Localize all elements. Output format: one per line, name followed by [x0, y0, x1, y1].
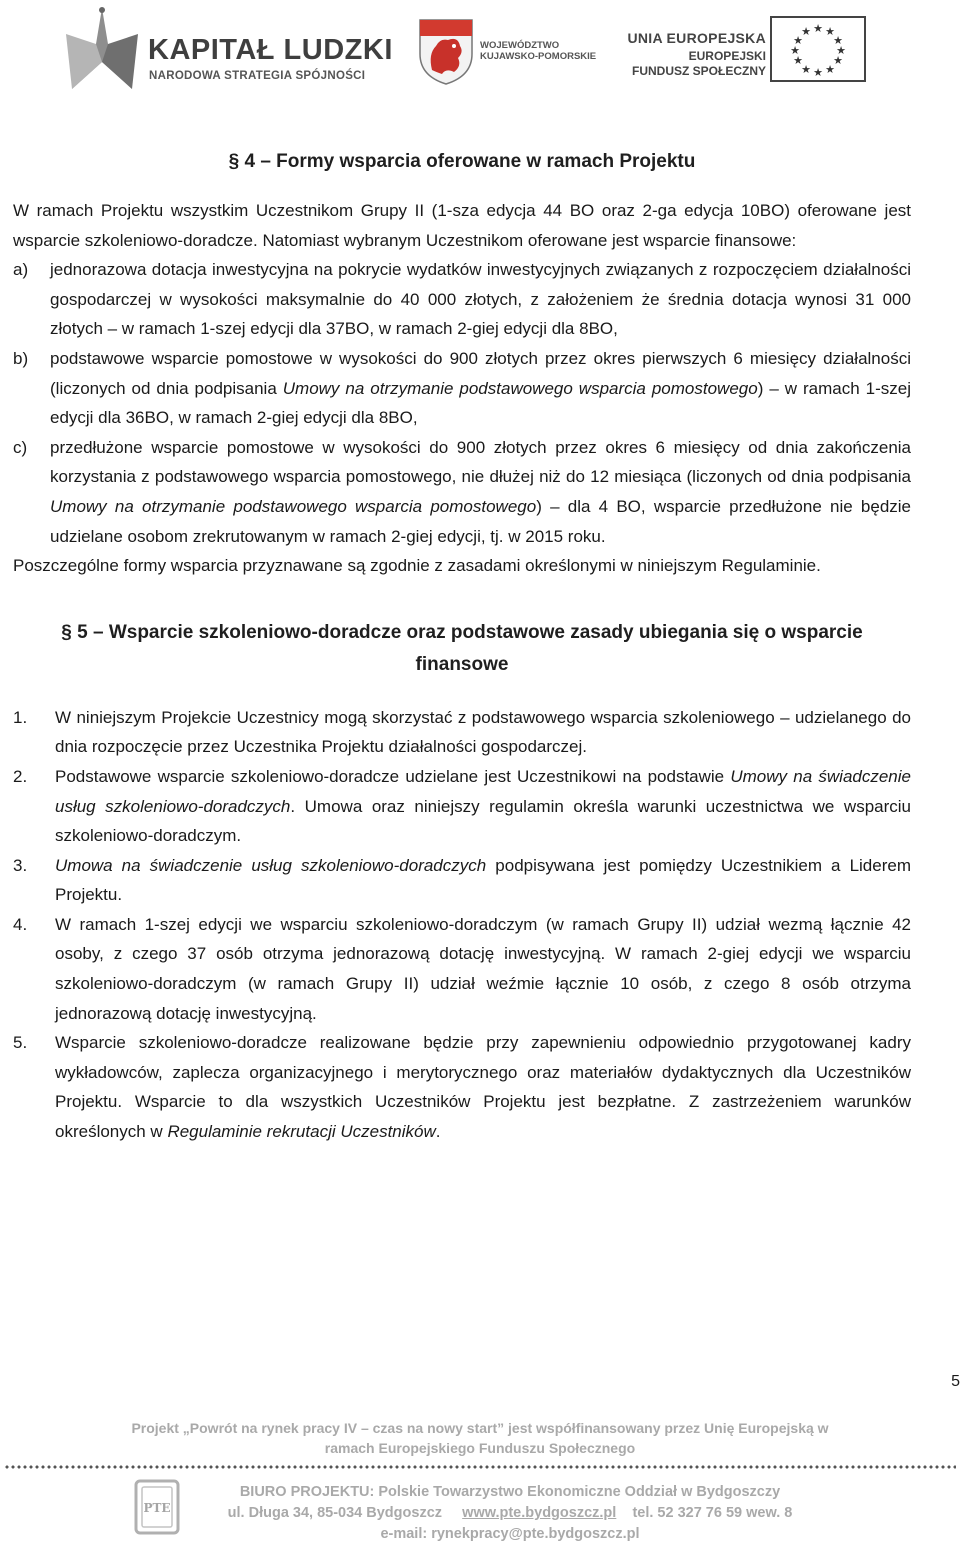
footer-website-link[interactable]: www.pte.bydgoszcz.pl [462, 1505, 617, 1521]
footer-office: BIURO PROJEKTU: Polskie Towarzystwo Ekonomiczne Oddział w Bydgoszczy [239, 1484, 781, 1500]
text-segment: podstawowe wsparcie pomostowe w wysokości do 900 złotych przez okres pierwszych 6 miesięcy działalności (liczonych od dnia podpisania [50, 348, 911, 398]
svg-text:★: ★ [833, 54, 843, 67]
footer-email[interactable]: e-mail: rynekpracy@pte.bydgoszcz.pl [380, 1526, 640, 1542]
text-segment: ) – dla 4 BO, wsparcie przedłużone nie będzie udzielane osobom zrekrutowanym w ramach 2-giej edycji, tj. w 2015 roku. [50, 496, 912, 546]
list-marker: 1. [13, 707, 28, 727]
svg-text:★: ★ [813, 66, 823, 79]
text-segment: . [435, 1122, 441, 1142]
list-marker: c) [13, 437, 28, 457]
list-item-text [50, 433, 911, 551]
list-item [13, 910, 911, 1028]
list-marker: 5. [13, 1033, 28, 1053]
document-body [13, 150, 911, 1147]
section5-heading-line2: finansowe [415, 653, 509, 675]
italic-segment: Umowy na otrzymanie podstawowego wsparcia pomostowego [282, 378, 758, 398]
footer-project-note [0, 1418, 960, 1458]
list-item [13, 851, 911, 910]
section4-closing: Poszczególne formy wsparcia przyznawane są zgodnie z zasadami określonymi w niniejszym Regulaminie. [13, 556, 821, 576]
eu-flag-icon [770, 16, 866, 82]
list-marker: 4. [13, 914, 28, 934]
svg-text:★: ★ [793, 34, 803, 47]
ue-line1: UNIA EUROPEJSKA [627, 30, 766, 46]
section5-heading-line1: § 5 – Wsparcie szkoleniowo-doradcze oraz podstawowe zasady ubiegania się o wsparcie [61, 621, 863, 643]
svg-text:★: ★ [790, 44, 800, 57]
text-segment: Podstawowe wsparcie szkoleniowo-doradcze udzielane jest Uczestnikowi na podstawie [55, 766, 731, 786]
footer-address-line [200, 1503, 820, 1524]
svg-text:★: ★ [813, 22, 823, 35]
kapital-ludzki-subtitle: NARODOWA STRATEGIA SPÓJNOŚCI [149, 70, 366, 82]
svg-text:★: ★ [833, 34, 843, 47]
list-item-text [55, 851, 911, 910]
list-item-text: jednorazowa dotacja inwestycyjna na pokrycie wydatków inwestycyjnych związanych z rozpoczęciem działalności gospodarczej w wysokości maksymalnie do 40 000 złotych, z założeniem że średnia dotacja wynosi 31 000 złotych – w ramach 1-szej edycji dla 37BO, w ramach 2-giej edycji dla 8BO, [50, 260, 911, 339]
section4-heading: § 4 – Formy wsparcia oferowane w ramach Projektu [228, 151, 696, 172]
footer-phone: tel. 52 327 76 59 wew. 8 [632, 1505, 793, 1521]
footer-contact [200, 1482, 820, 1545]
list-item [13, 762, 911, 851]
footer-project-line1: Projekt „Powrót na rynek pracy IV – czas na nowy start” jest współfinansowany przez Unię Europejską w [131, 1420, 829, 1436]
pte-logo-text: PTE [143, 1501, 171, 1515]
svg-text:★: ★ [825, 63, 835, 76]
italic-segment: Umowa na świadczenie usług szkoleniowo-doradczych [55, 855, 487, 875]
page-header [0, 0, 960, 110]
text-segment: ) – w ramach 1-szej edycji dla 36BO, w ramach 2-giej edycji dla 8BO, [50, 378, 912, 428]
wojewodztwo-text [480, 40, 596, 62]
list-item-text [50, 344, 911, 433]
footer-address: ul. Długa 34, 85-034 Bydgoszcz [227, 1505, 443, 1521]
footer-project-line2: ramach Europejskiego Funduszu Społecznego [324, 1440, 636, 1456]
griffin-shield-icon [418, 18, 474, 86]
ue-line2: EUROPEJSKI [688, 49, 766, 63]
text-segment: . Umowa oraz niniejszy regulamin określa warunki uczestnictwa we wsparciu szkoleniowo-doradczym. [55, 796, 912, 846]
list-item [13, 703, 911, 762]
list-item-text: W ramach 1-szej edycji we wsparciu szkoleniowo-doradczym (w ramach Grupy II) udział wezmą łącznie 42 osoby, z czego 37 osób otrzyma jednorazową dotację inwestycyjną. W ramach 2-giej edycji we wsparciu szkoleniowo-doradczym (w ramach Grupy II) udział weźmie łącznie 10 osób, z czego 8 osób otrzyma jednorazową dotację inwestycyjną. [55, 914, 911, 1023]
list-item [13, 255, 911, 344]
list-marker: 3. [13, 855, 28, 875]
kapital-ludzki-title: KAPITAŁ LUDZKI [148, 34, 393, 66]
ue-text [627, 30, 766, 78]
list-item [13, 1028, 911, 1146]
dotted-divider [4, 1463, 956, 1471]
list-item [13, 344, 911, 433]
italic-segment: Umowy na świadczenie usług szkoleniowo-doradczych [55, 766, 911, 816]
list-item-text [55, 762, 911, 851]
kapital-ludzki-logo [62, 4, 393, 94]
svg-text:★: ★ [801, 63, 811, 76]
wojewodztwo-logo [418, 18, 618, 88]
svg-text:★: ★ [793, 54, 803, 67]
page-number: 5 [951, 1373, 960, 1390]
kapital-ludzki-star-icon [62, 4, 142, 94]
text-segment: podpisywana jest pomiędzy Uczestnikiem a Liderem Projektu. [55, 855, 911, 905]
text-segment: Wsparcie szkoleniowo-doradcze realizowane będzie przy zapewnieniu odpowiednio przygotowanej kadry wykładowców, zaplecza organizacyjnego i merytorycznego oraz materiałów dydaktycznych dla Uczestników Projektu. Wsparcie to dla wszystkich Uczestników Projektu jest bezpłatne. Z zastrzeżeniem warunków określonych w [55, 1033, 911, 1142]
list-item-text [55, 1028, 911, 1146]
svg-text:★: ★ [825, 25, 835, 38]
wojewodztwo-line1: WOJEWÓDZTWO [480, 40, 560, 51]
section4-intro: W ramach Projektu wszystkim Uczestnikom Grupy II (1-sza edycja 44 BO oraz 2-ga edycja 10BO) oferowane jest wsparcie szkoleniowo-doradcze. Natomiast wybranym Uczestnikom oferowane jest wsparcie finansowe: [13, 201, 911, 250]
text-segment: przedłużone wsparcie pomostowe w wysokości do 900 złotych przez okres 6 miesięcy od dnia zakończenia korzystania z podstawowego wsparcia pomostowego, nie dłużej niż do 12 miesiąca (liczonych od dnia podpisania [50, 437, 911, 487]
list-marker: a) [13, 260, 29, 280]
italic-segment: Regulaminie rekrutacji Uczestników [167, 1122, 436, 1142]
section5-heading [13, 617, 911, 681]
unia-europejska-logo [620, 16, 870, 96]
italic-segment: Umowy na otrzymanie podstawowego wsparcia pomostowego [50, 496, 537, 516]
svg-text:★: ★ [801, 25, 811, 38]
wojewodztwo-line2: KUJAWSKO-POMORSKIE [480, 51, 597, 62]
pte-logo-icon [133, 1478, 181, 1536]
list-marker: b) [13, 348, 29, 368]
list-item-text: W niniejszym Projekcie Uczestnicy mogą skorzystać z podstawowego wsparcia szkoleniowego – udzielanego do dnia rozpoczęcie przez Uczestnika Projektu działalności gospodarczej. [55, 707, 911, 757]
svg-text:★: ★ [836, 44, 846, 57]
ue-line3: FUNDUSZ SPOŁECZNY [631, 64, 766, 78]
list-item [13, 433, 911, 551]
list-marker: 2. [13, 766, 28, 786]
